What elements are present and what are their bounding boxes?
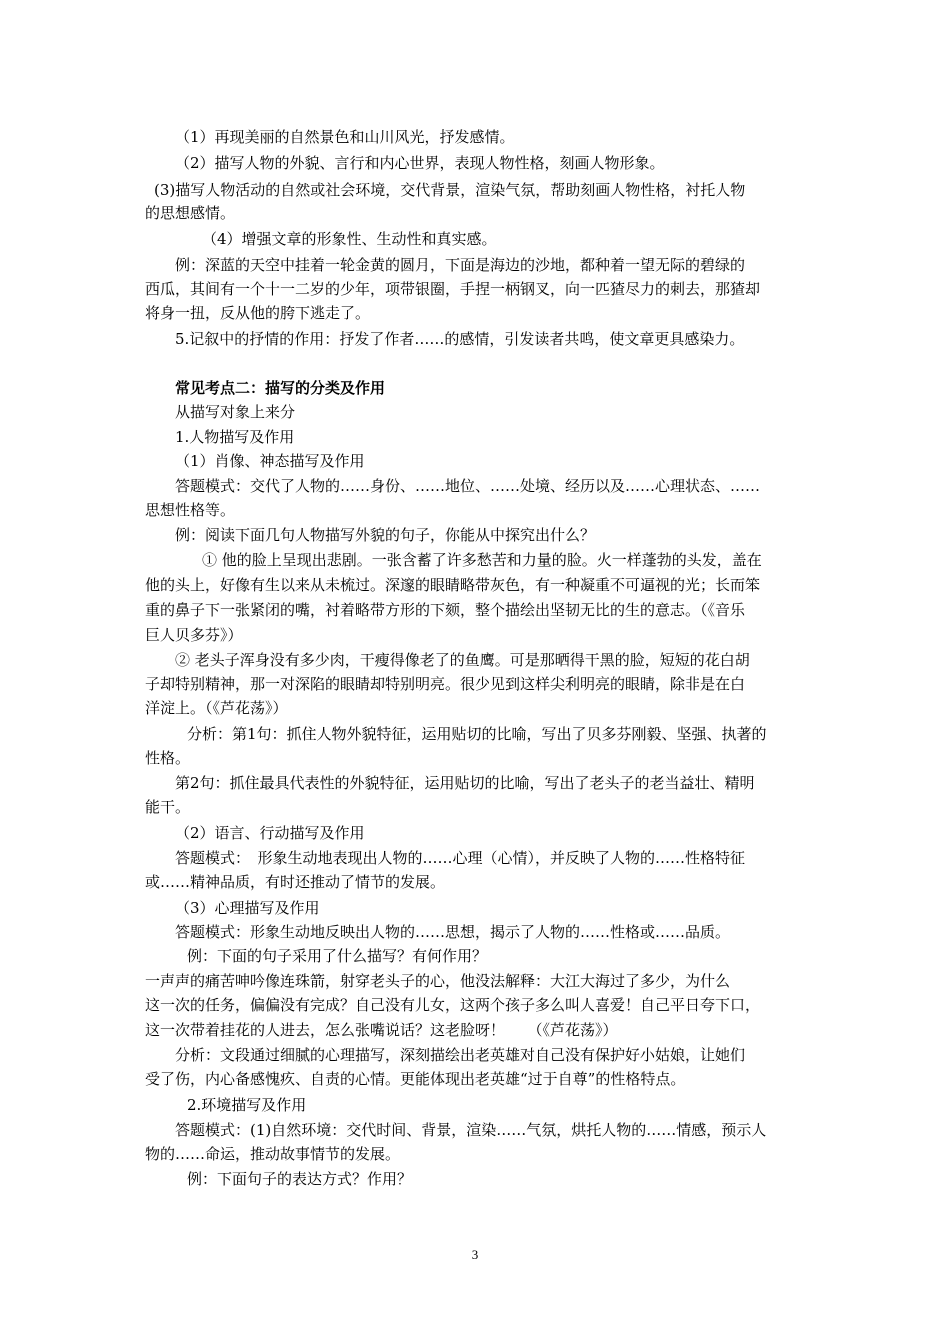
text-line: 的思想感情。: [145, 204, 236, 222]
text-line: 子却特别精神，那一对深陷的眼睛却特别明亮。很少见到这样尖利明亮的眼睛，除非是在白: [145, 675, 746, 693]
text-line: （4）增强文章的形象性、生动性和真实感。: [202, 230, 497, 248]
text-line: 这一次带着挂花的人进去，怎么张嘴说话？这老脸呀！ （《芦花荡》）: [145, 1021, 618, 1039]
text-line: 5.记叙中的抒情的作用：抒发了作者……的感情，引发读者共鸣，使文章更具感染力。: [175, 330, 745, 348]
section-heading: 常见考点二：描写的分类及作用: [175, 379, 386, 397]
text-line: 例：深蓝的天空中挂着一轮金黄的圆月，下面是海边的沙地，都种着一望无际的碧绿的: [175, 256, 746, 274]
text-line: 能干。: [145, 798, 191, 816]
text-line: 或……精神品质，有时还推动了情节的发展。: [145, 873, 446, 891]
text-line: 物的……命运，推动故事情节的发展。: [145, 1145, 401, 1163]
page-number: 3: [471, 1247, 479, 1262]
text-line: 思想性格等。: [145, 501, 236, 519]
text-line: 分析：文段通过细腻的心理描写，深刻描绘出老英雄对自己没有保护好小姑娘，让她们: [175, 1046, 746, 1064]
text-line: 从描写对象上来分: [175, 403, 296, 421]
text-line: 分析：第1句：抓住人物外貌特征，运用贴切的比喻，写出了贝多芬刚毅、坚强、执著的: [187, 725, 767, 743]
text-line: 答题模式：(1)自然环境：交代时间、背景，渲染……气氛，烘托人物的……情感，预示人: [175, 1121, 767, 1139]
text-line: 例：阅读下面几句人物描写外貌的句子，你能从中探究出什么？: [175, 526, 596, 544]
text-line: 西瓜，其间有一个十一二岁的少年，项带银圈，手捏一柄钢叉，向一匹猹尽力的刺去，那猹却: [145, 280, 761, 298]
text-line: 1.人物描写及作用: [175, 428, 295, 446]
text-line: 这一次的任务，偏偏没有完成？自己没有儿女，这两个孩子多么叫人喜爱！自己平日夸下口，: [145, 996, 761, 1014]
text-line: ① 他的脸上呈现出悲剧。一张含蓄了许多愁苦和力量的脸。火一样蓬勃的头发，盖在: [202, 551, 762, 569]
text-line: 答题模式：交代了人物的……身份、……地位、……处境、经历以及……心理状态、……: [175, 477, 761, 495]
text-line: （2）描写人物的外貌、言行和内心世界，表现人物性格，刻画人物形象。: [175, 154, 665, 172]
text-line: 第2句：抓住最具代表性的外貌特征，运用贴切的比喻，写出了老头子的老当益壮、精明: [175, 774, 755, 792]
text-line: 将身一扭，反从他的胯下逃走了。: [145, 304, 371, 322]
text-line: (3)描写人物活动的自然或社会环境，交代背景，渲染气氛，帮助刻画人物性格，衬托人物: [154, 181, 746, 199]
text-line: 巨人贝多芬》）: [145, 626, 243, 644]
text-line: 2.环境描写及作用: [187, 1096, 307, 1114]
text-line: 例：下面句子的表达方式？作用？: [187, 1170, 413, 1188]
text-line: 洋淀上。（《芦花荡》）: [145, 699, 288, 717]
text-line: 性格。: [145, 749, 191, 767]
text-line: 重的鼻子下一张紧闭的嘴，衬着略带方形的下颏，整个描绘出坚韧无比的生的意志。（《音乐: [145, 601, 746, 619]
text-line: 受了伤，内心备感愧疚、自责的心情。更能体现出老英雄“过于自尊”的性格特点。: [145, 1070, 686, 1088]
text-line: 答题模式：形象生动地反映出人物的……思想，揭示了人物的……性格或……品质。: [175, 923, 731, 941]
text-line: （1）肖像、神态描写及作用: [175, 452, 365, 470]
text-line: 他的头上，好像有生以来从未梳过。深邃的眼睛略带灰色，有一种凝重不可逼视的光；长而笨: [145, 576, 761, 594]
text-line: （1）再现美丽的自然景色和山川风光，抒发感情。: [175, 128, 515, 146]
text-line: 答题模式： 形象生动地表现出人物的……心理（心情），并反映了人物的……性格特征: [175, 849, 746, 867]
text-line: 例：下面的句子采用了什么描写？有何作用？: [187, 947, 488, 965]
text-line: （2）语言、行动描写及作用: [175, 824, 365, 842]
text-line: 一声声的痛苦呻吟像连珠箭，射穿老头子的心，他没法解释：大江大海过了多少，为什么: [145, 972, 731, 990]
text-line: （3）心理描写及作用: [175, 899, 320, 917]
text-line: ② 老头子浑身没有多少肉，干瘦得像老了的鱼鹰。可是那晒得干黑的脸，短短的花白胡: [175, 651, 750, 669]
